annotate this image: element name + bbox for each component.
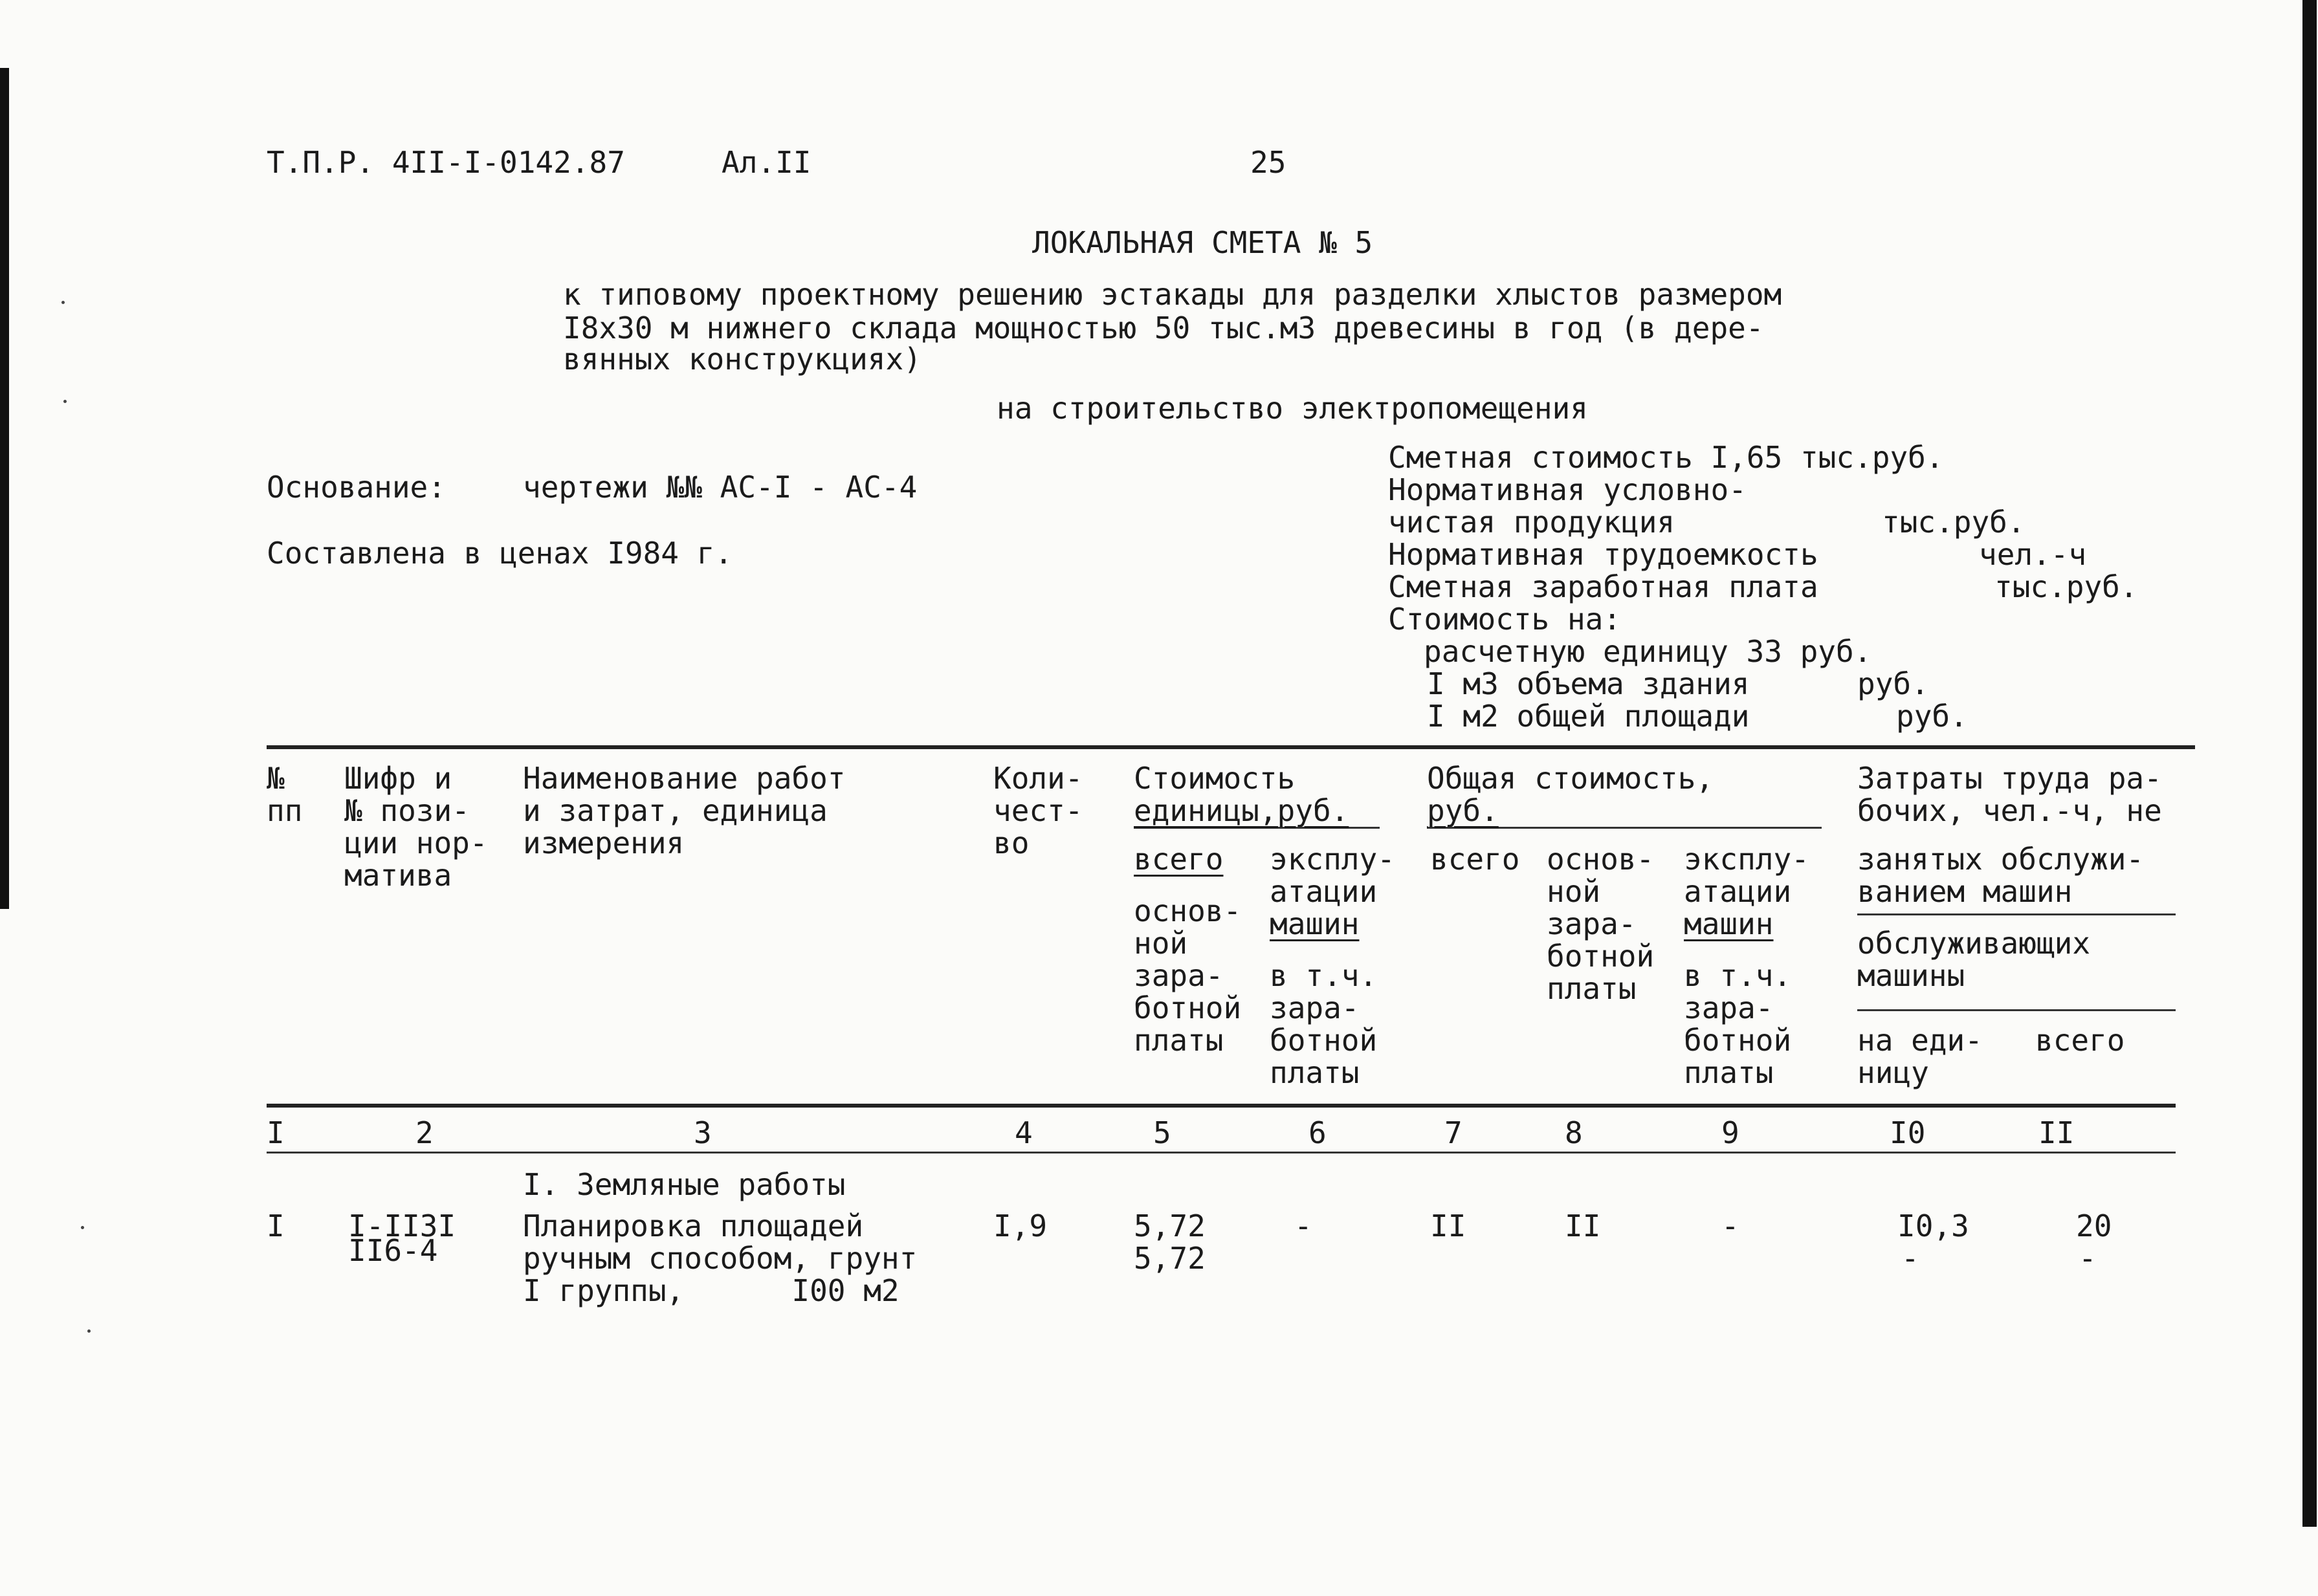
total-cost-header-1: Общая стоимость, [1427, 761, 1714, 796]
col6-header-sub-4: платы [1270, 1055, 1360, 1090]
prices-basis: Составлена в ценах I984 г. [267, 536, 733, 571]
summary-labor-intensity-unit: чел.-ч [1979, 537, 2087, 572]
col9-header-2: атации [1684, 874, 1792, 909]
row-total-machine: - [1721, 1208, 1739, 1243]
col9-header-sub-2: зара- [1684, 990, 1774, 1025]
col5-header-sub-2: ной [1134, 926, 1188, 961]
subtitle-line-3: вянных конструкциях) [563, 342, 922, 377]
column-number: 2 [415, 1115, 434, 1150]
total-cost-header-2: руб. [1427, 793, 1499, 828]
row-unit-wage: 5,72 [1134, 1241, 1206, 1276]
col2-header-2: № пози- [344, 793, 470, 828]
row-labor-unit: I0,3 [1897, 1208, 1969, 1243]
unit-cost-header-2: единицы,руб. [1134, 793, 1349, 828]
basis-value: чертежи №№ АС-I - АС-4 [523, 470, 918, 505]
column-number: 7 [1444, 1115, 1463, 1150]
col9-header-3: машин [1684, 906, 1774, 941]
summary-per-m2: I м2 общей площади [1427, 699, 1750, 734]
page-number: 25 [1250, 145, 1286, 180]
col9-header-sub-3: ботной [1684, 1023, 1792, 1058]
row-number: I [267, 1208, 285, 1243]
unit-cost-header-1: Стоимость [1134, 761, 1296, 796]
col6-header-1: эксплу- [1270, 842, 1395, 877]
right-edge-bar [2302, 0, 2317, 1527]
labor-header-2: бочих, чел.-ч, не [1857, 793, 2162, 828]
summary-net-product-unit: тыс.руб. [1882, 505, 2025, 540]
summary-wages-unit: тыс.руб. [1994, 569, 2138, 604]
col2-header-4: матива [344, 858, 452, 893]
row-qty: I,9 [993, 1208, 1048, 1243]
col6-header-sub-1: в т.ч. [1270, 958, 1378, 993]
column-number: 5 [1153, 1115, 1171, 1150]
row-code-2: II6-4 [348, 1233, 438, 1268]
col5-header-sub-4: ботной [1134, 990, 1242, 1025]
col8-header-3: зара- [1547, 906, 1637, 941]
col4-header-3: во [993, 825, 1030, 860]
summary-per-unit: расчетную единицу 33 руб. [1424, 634, 1872, 669]
basis-label: Основание: [267, 470, 446, 505]
col5-header-sub-1: основ- [1134, 893, 1242, 928]
column-number: 3 [694, 1115, 712, 1150]
column-number: 6 [1308, 1115, 1327, 1150]
col3-header-3: измерения [523, 825, 685, 860]
summary-per-m2-unit: руб. [1896, 699, 1968, 734]
summary-wages: Сметная заработная плата [1388, 569, 1818, 604]
row-code-1: I-II3I [348, 1208, 456, 1243]
summary-estimated-cost: Сметная стоимость I,65 тыс.руб. [1388, 440, 1944, 475]
row-total: II [1430, 1208, 1466, 1243]
col9-header-sub-1: в т.ч. [1684, 958, 1792, 993]
row-unit-machine: - [1294, 1208, 1312, 1243]
col2-header-1: Шифр и [344, 761, 452, 796]
summary-labor-intensity: Нормативная трудоемкость [1388, 537, 1818, 572]
speck [87, 1329, 91, 1333]
col2-header-3: ции нор- [344, 825, 488, 860]
col10-header-2: ницу [1857, 1055, 1929, 1090]
column-number: 9 [1721, 1115, 1739, 1150]
summary-normative: Нормативная условно- [1388, 472, 1747, 507]
labor-header-4: ванием машин [1857, 874, 2073, 909]
column-numbers-rule [267, 1152, 2176, 1153]
col5-header-total: всего [1134, 842, 1224, 877]
summary-per-m3-unit: руб. [1857, 666, 1929, 701]
col5-header-sub-3: зара- [1134, 958, 1224, 993]
col9-header-1: эксплу- [1684, 842, 1809, 877]
column-number: 4 [1015, 1115, 1033, 1150]
row-total-wage: II [1565, 1208, 1601, 1243]
section-title: I. Земляные работы [523, 1167, 846, 1202]
col10-header-1: на еди- [1857, 1023, 1983, 1058]
purpose: на строительство электропомещения [997, 391, 1588, 426]
column-number: I [267, 1115, 285, 1150]
col9-header-sub-4: платы [1684, 1055, 1774, 1090]
left-edge-bar [0, 68, 9, 909]
col3-header-2: и затрат, единица [523, 793, 828, 828]
summary-cost-per: Стоимость на: [1388, 602, 1622, 637]
summary-per-m3: I м3 объема здания [1427, 666, 1750, 701]
row-labor-total-sub: - [2079, 1241, 2097, 1276]
col11-header: всего [2035, 1023, 2125, 1058]
col1-header-1: № [267, 761, 285, 796]
document-code: Т.П.Р. 4II-I-0142.87 [267, 145, 625, 180]
col1-header-2: пп [267, 793, 303, 828]
col8-header-5: платы [1547, 971, 1637, 1006]
col4-header-1: Коли- [993, 761, 1083, 796]
summary-net-product: чистая продукция [1388, 505, 1675, 540]
col5-header-sub-5: платы [1134, 1023, 1224, 1058]
labor-mid-1: обслуживающих [1857, 926, 2091, 961]
col8-header-2: ной [1547, 874, 1601, 909]
col4-header-2: чест- [993, 793, 1083, 828]
subtitle-line-1: к типовому проектному решению эстакады для разделки хлыстов размером [563, 277, 1782, 312]
col6-header-sub-2: зара- [1270, 990, 1360, 1025]
col7-header: всего [1430, 842, 1520, 877]
speck [63, 400, 67, 403]
labor-header-1: Затраты труда ра- [1857, 761, 2162, 796]
column-number: 8 [1565, 1115, 1583, 1150]
col6-header-3: машин [1270, 906, 1360, 941]
table-top-rule [267, 745, 2195, 749]
col6-header-sub-3: ботной [1270, 1023, 1378, 1058]
speck [81, 1226, 84, 1229]
row-labor-total: 20 [2076, 1208, 2112, 1243]
album-number: Ал.II [722, 145, 811, 180]
col8-header-1: основ- [1547, 842, 1655, 877]
document-title: ЛОКАЛЬНАЯ СМЕТА № 5 [1032, 225, 1373, 260]
labor-mid-2: машины [1857, 958, 1965, 993]
row-name-3: I группы, I00 м2 [523, 1273, 900, 1308]
col6-header-2: атации [1270, 874, 1378, 909]
speck [61, 301, 65, 304]
column-number: I0 [1890, 1115, 1926, 1150]
row-labor-unit-sub: - [1901, 1241, 1919, 1276]
labor-rule-1 [1857, 913, 2176, 915]
col3-header-1: Наименование работ [523, 761, 846, 796]
labor-header-3: занятых обслужи- [1857, 842, 2145, 877]
row-name-2: ручным способом, грунт [523, 1241, 918, 1276]
col8-header-4: ботной [1547, 939, 1655, 974]
header-bottom-rule [267, 1104, 2176, 1108]
subtitle-line-2: I8x30 м нижнего склада мощностью 50 тыс.м3 древесины в год (в дере- [563, 311, 1764, 345]
column-number: II [2038, 1115, 2075, 1150]
labor-rule-2 [1857, 1009, 2176, 1011]
row-name-1: Планировка площадей [523, 1208, 864, 1243]
row-unit-total: 5,72 [1134, 1208, 1206, 1243]
